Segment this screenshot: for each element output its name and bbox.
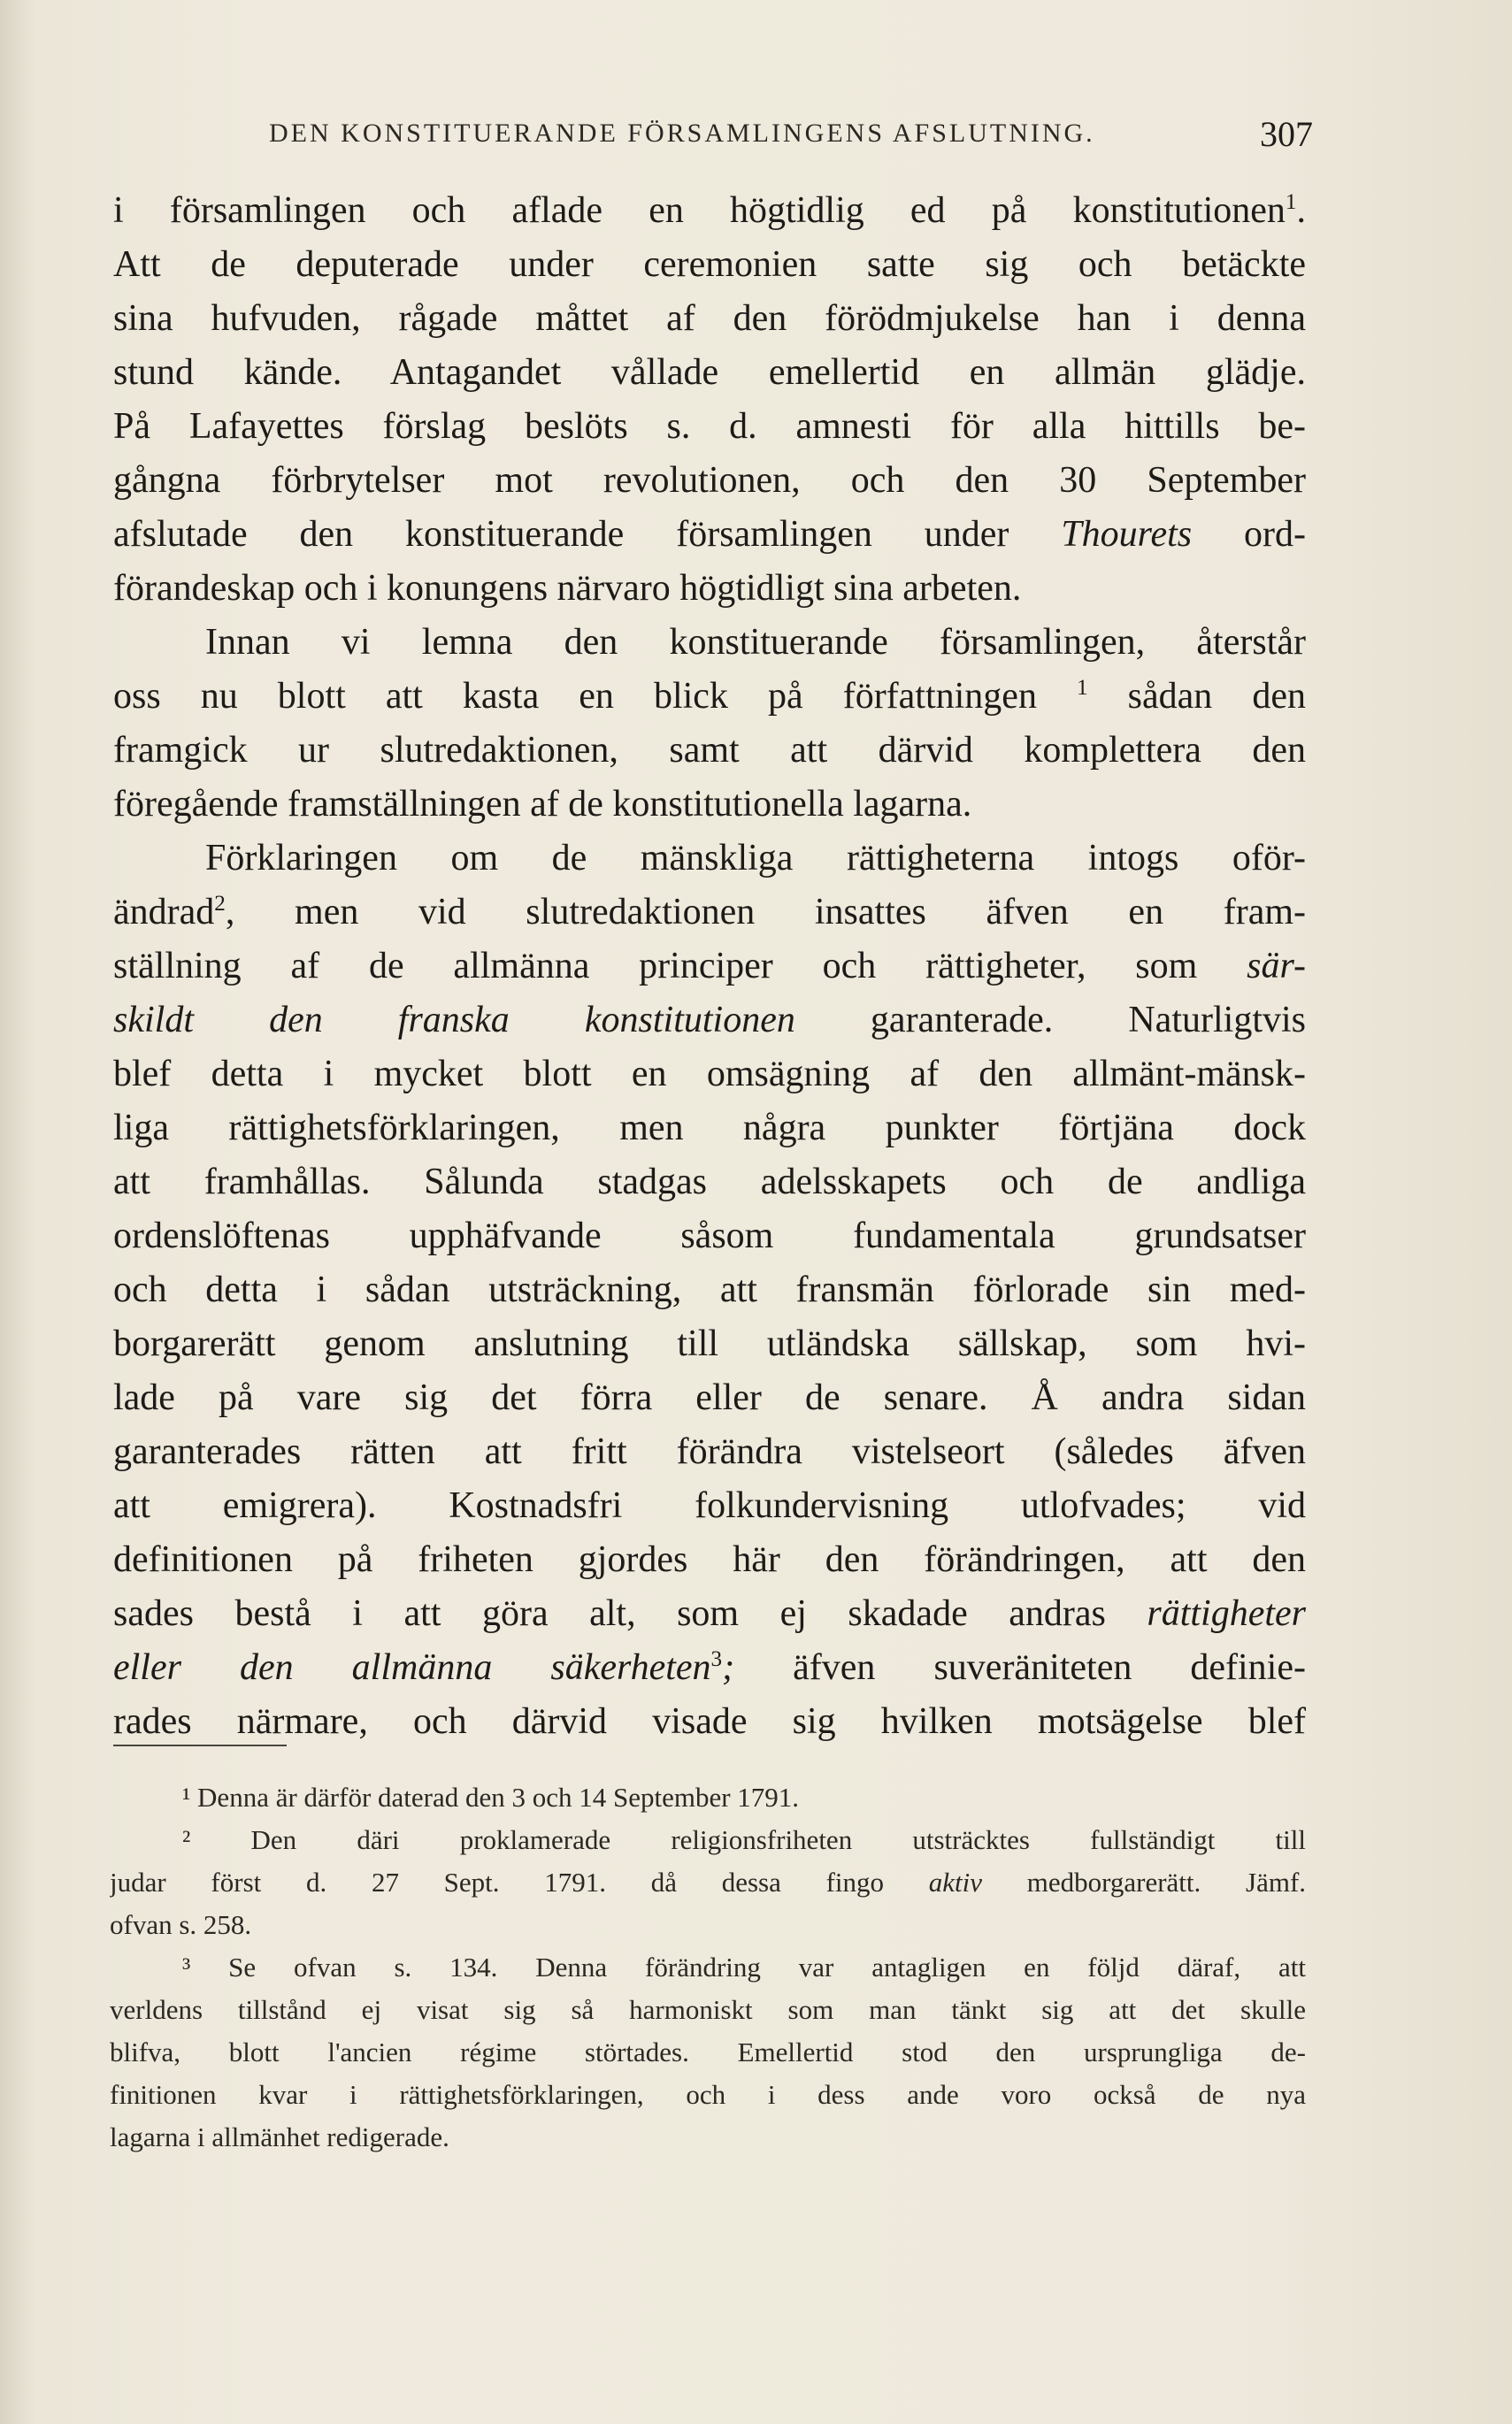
footnote-ref: 2 — [214, 891, 226, 916]
text-line: och detta i sådan utsträckning, att fransmän förlorade sin med- — [113, 1270, 1306, 1310]
footnotes — [110, 1776, 1306, 2159]
text-line: i församlingen och aflade en högtidlig ed på konstitutionen$^1$. — [113, 189, 1306, 231]
text-line: ställning af de allmänna principer och rättigheter, som sär- — [113, 946, 1306, 986]
footnote-3-line: blifva, blott l'ancien régime störtades. Emellertid stod den ursprungliga de- — [110, 2037, 1306, 2067]
footnote-3: ³ Se ofvan s. 134. Denna förändring var antagligen en följd däraf, att — [182, 1952, 1306, 1983]
italic-word: aktiv — [928, 1867, 983, 1898]
text-line: framgick ur slutredaktionen, samt att därvid komplettera den — [113, 730, 1306, 771]
footnote-ref: 1 — [1285, 189, 1297, 214]
text-line: föregående framställningen af de konstitutionella lagarna. — [113, 784, 972, 825]
text-line: skildt den franska konstitutionen garanterade. Naturligtvis — [113, 1000, 1306, 1040]
text-line: att emigrera). Kostnadsfri folkundervisning utlofvades; vid — [113, 1485, 1306, 1526]
footnote-2: ² Den däri proklamerade religionsfriheten utsträcktes fullständigt till — [182, 1824, 1306, 1855]
italic-name: Thourets — [1061, 514, 1193, 555]
text-line: lade på vare sig det förra eller de senare. Å andra sidan — [113, 1377, 1306, 1418]
italic-phrase: eller den allmänna säkerheten — [113, 1647, 711, 1688]
text-line: sades bestå i att göra alt, som ej skadade andras rättigheter — [113, 1593, 1306, 1634]
text-line: På Lafayettes förslag beslöts s. d. amnesti för alla hittills be- — [113, 406, 1306, 447]
text-line: stund kände. Antagandet vållade emellertid en allmän glädje. — [113, 352, 1306, 393]
footnote-1: ¹ Denna är därför daterad den 3 och 14 September 1791. — [182, 1782, 800, 1813]
text-line: att framhållas. Sålunda stadgas adelsskapets och de andliga — [113, 1162, 1306, 1202]
footnote-2-line: ofvan s. 258. — [110, 1909, 252, 1940]
footnote-3-line: lagarna i allmänhet redigerade. — [110, 2121, 449, 2152]
text-line: sina hufvuden, rågade måttet af den förödmjukelse han i denna — [113, 298, 1306, 339]
text-line: ordenslöftenas upphäfvande såsom fundamentala grundsatser — [113, 1216, 1306, 1256]
text-line: förandeskap och i konungens närvaro högtidligt sina arbeten. — [113, 568, 1022, 609]
italic-phrase: skildt den franska konstitutionen — [113, 1000, 795, 1040]
text-line: garanterades rätten att fritt förändra vistelseort (således äfven — [113, 1431, 1306, 1472]
text-line: afslutade den konstituerande församlingen under Thourets ord- — [113, 514, 1306, 555]
text-line: definitionen på friheten gjordes här den förändringen, att den — [113, 1539, 1306, 1580]
text-line: blef detta i mycket blott en omsägning af den allmänt-mänsk- — [113, 1054, 1306, 1094]
page-header — [269, 114, 1313, 159]
text-line: borgarerätt genom anslutning till utländska sällskap, som hvi- — [113, 1323, 1306, 1364]
footnote-3-line: finitionen kvar i rättighetsförklaringen, och i dess ande voro också de nya — [110, 2079, 1306, 2110]
footnote-3-line: verldens tillstånd ej visat sig så harmoniskt som man tänkt sig att det skulle — [110, 1994, 1306, 2025]
text-line: Att de deputerade under ceremonien satte sig och betäckte — [113, 244, 1306, 285]
footnote-rule — [113, 1745, 287, 1746]
page-number: 307 — [1260, 114, 1313, 154]
body-text — [113, 184, 1306, 1749]
footnote-ref: 1 — [1077, 675, 1088, 700]
footnote-2-line: judar först d. 27 Sept. 1791. då dessa fingo aktiv medborgarerätt. Jämf. — [110, 1867, 1306, 1898]
text-line: rades närmare, och därvid visade sig hvilken motsägelse blef — [113, 1701, 1306, 1742]
text-line: liga rättighetsförklaringen, men några punkter förtjäna dock — [113, 1108, 1306, 1148]
footnote-ref: 3 — [710, 1646, 723, 1671]
text-line: oss nu blott att kasta en blick på författningen $^1$ sådan den — [113, 675, 1306, 717]
italic-phrase: sär- — [1247, 946, 1306, 986]
text-line: Förklaringen om de mänskliga rättigheterna intogs oför- — [205, 838, 1306, 878]
italic-phrase: rättigheter — [1147, 1593, 1306, 1634]
running-title: DEN KONSTITUERANDE FÖRSAMLINGENS AFSLUTNING. — [269, 119, 1095, 148]
text-line: ändrad$^2$, men vid slutredaktionen insattes äfven en fram- — [113, 891, 1306, 932]
text-line: Innan vi lemna den konstituerande församlingen, återstår — [205, 622, 1306, 663]
text-line: gångna förbrytelser mot revolutionen, och den 30 September — [113, 460, 1306, 501]
text-line: eller den allmänna säkerheten$^3$; äfven suveräniteten definie- — [113, 1646, 1306, 1688]
